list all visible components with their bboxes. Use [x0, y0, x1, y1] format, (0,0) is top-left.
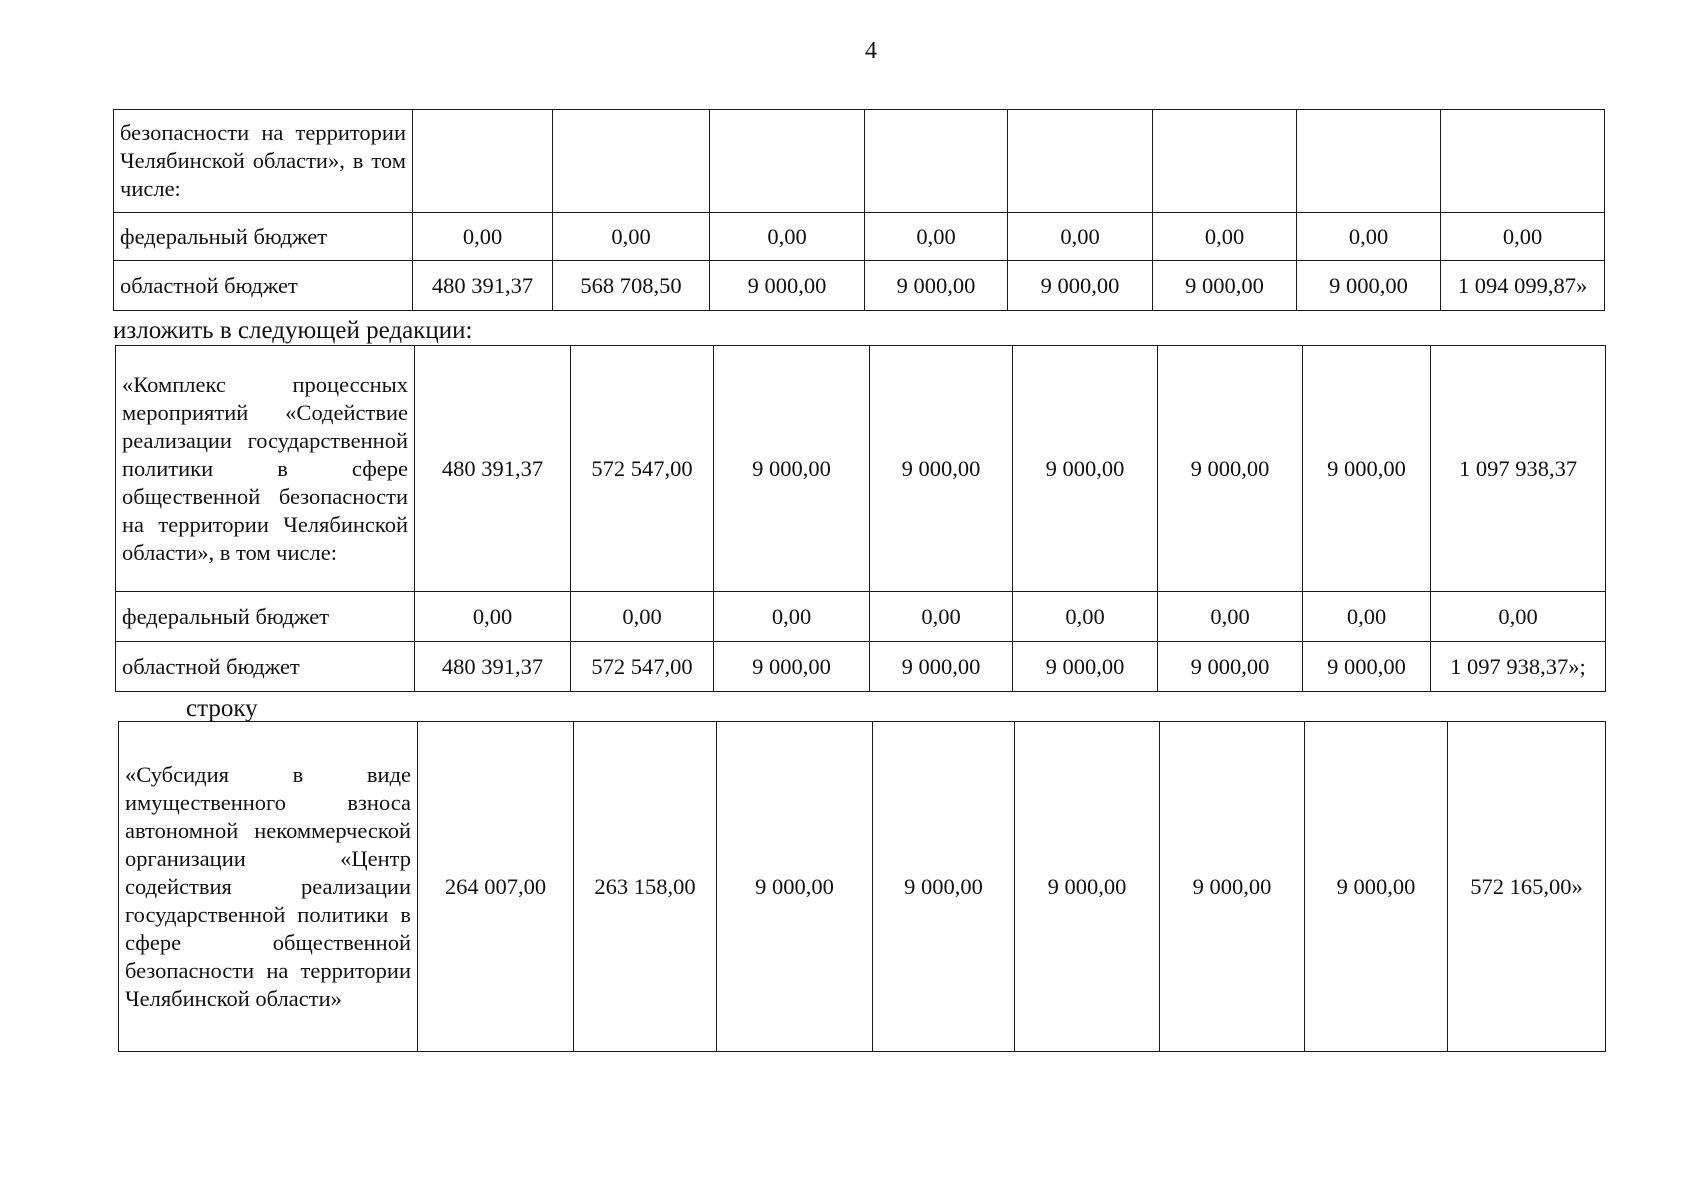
value-cell: 0,00 [571, 592, 714, 642]
value-cell: 9 000,00 [1303, 346, 1431, 592]
table-row [116, 346, 1606, 592]
value-cell: 1 097 938,37»; [1431, 642, 1606, 692]
value-cell: 9 000,00 [870, 642, 1013, 692]
value-cell: 480 391,37 [413, 261, 553, 311]
value-cell: 9 000,00 [1015, 722, 1160, 1052]
value-cell [553, 110, 710, 213]
value-cell [1008, 110, 1153, 213]
budget-table-new-edition [115, 345, 1606, 692]
value-cell: 0,00 [1158, 592, 1303, 642]
value-cell: 9 000,00 [1297, 261, 1441, 311]
value-cell: 480 391,37 [415, 346, 571, 592]
table-row [114, 213, 1605, 261]
value-cell: 9 000,00 [1158, 642, 1303, 692]
budget-table-previous [113, 109, 1605, 311]
value-cell: 0,00 [1431, 592, 1606, 642]
value-cell: 0,00 [415, 592, 571, 642]
table-row [114, 261, 1605, 311]
value-cell: 9 000,00 [870, 346, 1013, 592]
budget-table-subsidy [118, 721, 1606, 1052]
value-cell: 9 000,00 [1008, 261, 1153, 311]
row-label: безопасности на территории Челябинской области», в том числе: [114, 110, 413, 213]
value-cell: 9 000,00 [1305, 722, 1448, 1052]
page-number: 4 [865, 38, 877, 64]
value-cell: 9 000,00 [873, 722, 1015, 1052]
value-cell: 9 000,00 [1013, 642, 1158, 692]
value-cell: 9 000,00 [1153, 261, 1297, 311]
value-cell [413, 110, 553, 213]
value-cell: 572 165,00» [1448, 722, 1606, 1052]
value-cell: 264 007,00 [418, 722, 574, 1052]
value-cell: 9 000,00 [714, 346, 870, 592]
value-cell: 9 000,00 [717, 722, 873, 1052]
value-cell: 9 000,00 [1013, 346, 1158, 592]
value-cell: 0,00 [1441, 213, 1605, 261]
table-row [116, 592, 1606, 642]
table-row [114, 110, 1605, 213]
value-cell: 0,00 [714, 592, 870, 642]
value-cell: 572 547,00 [571, 346, 714, 592]
value-cell: 1 097 938,37 [1431, 346, 1606, 592]
value-cell: 9 000,00 [714, 642, 870, 692]
value-cell: 1 094 099,87» [1441, 261, 1605, 311]
value-cell: 572 547,00 [571, 642, 714, 692]
value-cell: 480 391,37 [415, 642, 571, 692]
value-cell [1297, 110, 1441, 213]
value-cell: 9 000,00 [1303, 642, 1431, 692]
value-cell: 0,00 [865, 213, 1008, 261]
amendment-caption: изложить в следующей редакции: [113, 317, 473, 344]
row-label: федеральный бюджет [116, 592, 415, 642]
value-cell: 0,00 [413, 213, 553, 261]
row-caption: строку [186, 695, 258, 722]
table-row [119, 722, 1606, 1052]
value-cell: 0,00 [1008, 213, 1153, 261]
value-cell: 0,00 [1303, 592, 1431, 642]
value-cell: 0,00 [1297, 213, 1441, 261]
value-cell: 0,00 [1153, 213, 1297, 261]
value-cell: 0,00 [870, 592, 1013, 642]
value-cell: 0,00 [553, 213, 710, 261]
value-cell [1153, 110, 1297, 213]
row-label: областной бюджет [116, 642, 415, 692]
value-cell [710, 110, 865, 213]
value-cell [865, 110, 1008, 213]
value-cell: 9 000,00 [1160, 722, 1305, 1052]
table-row [116, 642, 1606, 692]
row-label: «Субсидия в виде имущественного взноса автономной некоммерческой организации «Центр содействия реализации государственной политики в сфере общественной безопасности на территории Челябинской области» [119, 722, 418, 1052]
value-cell: 9 000,00 [865, 261, 1008, 311]
row-label: «Комплекс процессных мероприятий «Содействие реализации государственной политики в сфере общественной безопасности на территории Челябинской области», в том числе: [116, 346, 415, 592]
value-cell: 0,00 [710, 213, 865, 261]
row-label: областной бюджет [114, 261, 413, 311]
row-label: федеральный бюджет [114, 213, 413, 261]
value-cell: 263 158,00 [574, 722, 717, 1052]
value-cell: 568 708,50 [553, 261, 710, 311]
value-cell: 9 000,00 [1158, 346, 1303, 592]
value-cell [1441, 110, 1605, 213]
value-cell: 0,00 [1013, 592, 1158, 642]
value-cell: 9 000,00 [710, 261, 865, 311]
